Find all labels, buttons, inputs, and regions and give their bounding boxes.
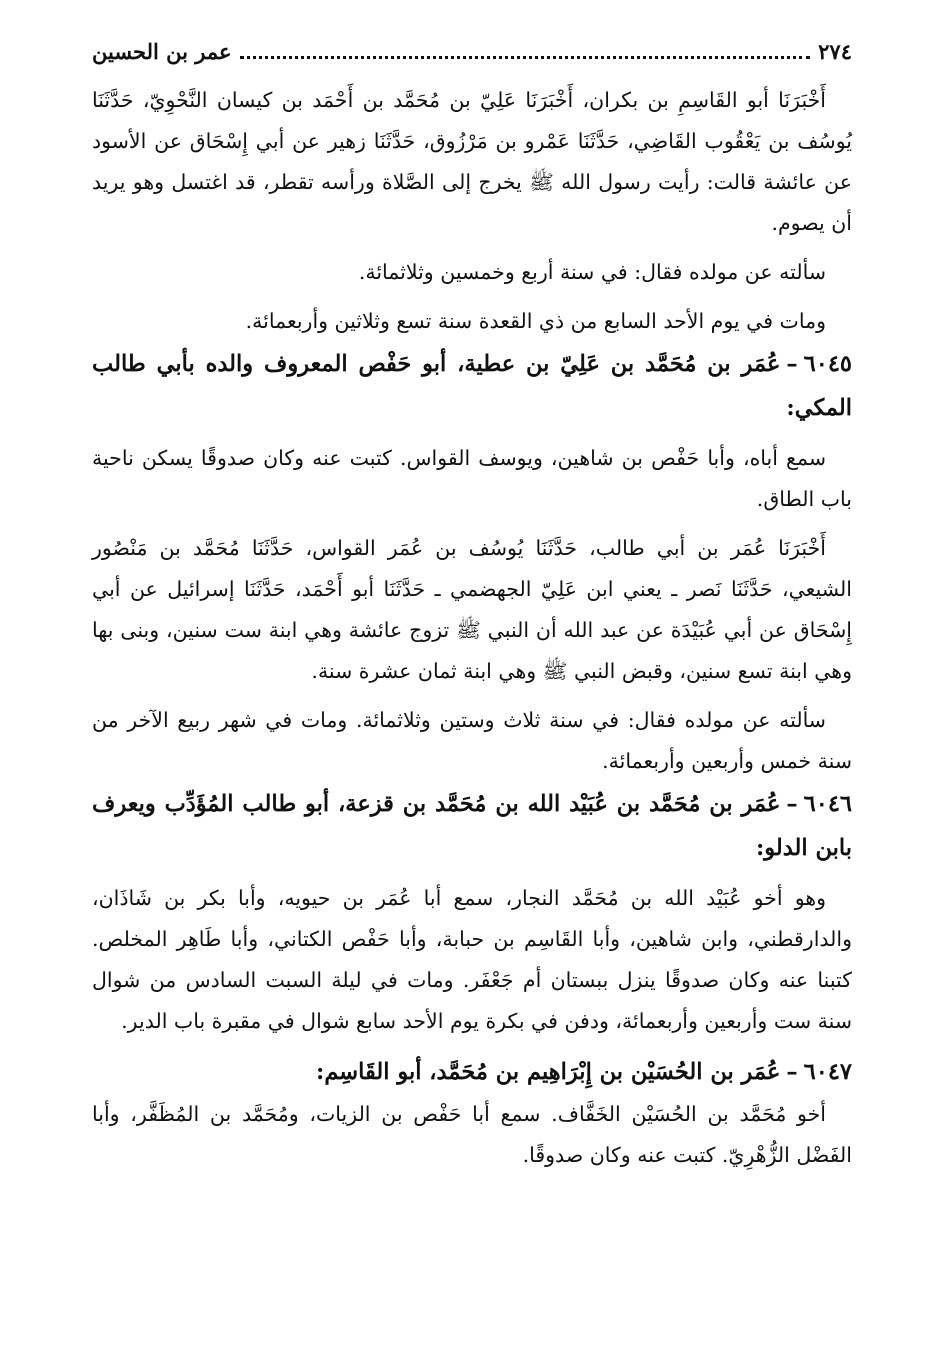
book-page xyxy=(92,38,852,1176)
spacer xyxy=(92,293,852,301)
entry-title: عُمَر بن الحُسَيْن بن إِبْرَاهِيم بن مُحَمَّد، أبو القَاسِم: xyxy=(316,1059,781,1085)
spacer xyxy=(92,1042,852,1050)
paragraph-bio-6045: سمع أباه، وأبا حَفْص بن شاهين، ويوسف القواس. كتبت عنه وكان صدوقًا يسكن ناحية باب الطاق. xyxy=(92,446,852,511)
entry-dash: – xyxy=(786,791,798,817)
entry-number: ٦٠٤٧ xyxy=(803,1059,852,1085)
entry-title: عُمَر بن مُحَمَّد بن عَلِيّ بن عطية، أبو حَفْص المعروف والده بأبي طالب المكي: xyxy=(92,351,852,421)
spacer xyxy=(92,430,852,438)
entry-heading-6046 xyxy=(92,782,852,870)
paragraph-birth-1: سألته عن مولده فقال: في سنة أربع وخمسين وثلاثمائة. xyxy=(358,260,826,284)
spacer xyxy=(92,244,852,252)
entry-number: ٦٠٤٥ xyxy=(803,351,852,377)
page-header xyxy=(92,38,852,66)
paragraph-birth-death-2: سألته عن مولده فقال: في سنة ثلاث وستين وثلاثمائة. ومات في شهر ربيع الآخر من سنة خمس وأربعين وأربعمائة. xyxy=(92,708,852,773)
paragraph-death-1: ومات في يوم الأحد السابع من ذي القعدة سنة تسع وثلاثين وأربعمائة. xyxy=(245,309,826,333)
entry-heading-6045 xyxy=(92,342,852,430)
paragraph-bio-6046: وهو أخو عُبَيْد الله بن مُحَمَّد النجار، سمع أبا عُمَر بن حيويه، وأبا بكر بن شَاذَان، والدارقطني، وابن شاهين، وأبا القَاسِم بن حبابة، وأبا حَفْص الكتاني، وأبا طَاهِر المخلص. كتبنا عنه وكان صدوقًا ينزل ببستان أم جَعْفَر. ومات في ليلة السبت السادس من شوال سنة ست وأربعين وأربعمائة، ودفن في بكرة يوم الأحد سابع شوال في مقبرة باب الدير. xyxy=(92,886,852,1033)
entry-title: عُمَر بن مُحَمَّد بن عُبَيْد الله بن مُحَمَّد بن قزعة، أبو طالب المُؤَدِّب ويعرف بابن الدلو: xyxy=(92,791,852,861)
paragraph-bio-6047: أخو مُحَمَّد بن الحُسَيْن الخَفَّاف. سمع أبا حَفْص بن الزيات، ومُحَمَّد بن المُظَفَّر، وأبا الفَضْل الزُّهْرِيّ. كتبت عنه وكان صدوقًا. xyxy=(92,1102,852,1167)
spacer xyxy=(92,870,852,878)
spacer xyxy=(92,692,852,700)
page-number: ٢٧٤ xyxy=(818,39,852,64)
entry-dash: – xyxy=(786,1059,798,1085)
entry-heading-6047 xyxy=(92,1050,852,1094)
spacer xyxy=(92,520,852,528)
paragraph-hadith-2: أَخْبَرَنَا عُمَر بن أبي طالب، حَدَّثَنَا يُوسُف بن عُمَر القواس، حَدَّثَنَا مُحَمَّد بن مَنْصُور الشيعي، حَدَّثَنَا نَصر ـ يعني ابن عَلِيّ الجهضمي ـ حَدَّثَنَا أبو أَحْمَد، حَدَّثَنَا إسرائيل عن أبي إِسْحَاق عن أبي عُبَيْدَة عن عبد الله أن النبي ﷺ تزوج عائشة وهي ابنة ست سنين، وبنى بها وهي ابنة تسع سنين، وقبض النبي ﷺ وهي ابنة ثمان عشرة سنة. xyxy=(92,536,852,683)
header-leader-dots xyxy=(240,56,811,59)
running-head: عمر بن الحسين xyxy=(92,39,232,64)
entry-dash: – xyxy=(786,351,798,377)
entry-number: ٦٠٤٦ xyxy=(803,791,852,817)
paragraph-hadith-1: أَخْبَرَنَا أبو القَاسِمِ بن بكران، أَخْبَرَنَا عَلِيّ بن مُحَمَّد بن أَحْمَد بن كيسان النَّحْوِيّ، حَدَّثَنَا يُوسُف بن يَعْقُوب القَاضِي، حَدَّثَنَا عَمْرو بن مَرْزُوق، حَدَّثَنَا زهير عن أبي إِسْحَاق عن الأسود عن عائشة قالت: رأيت رسول الله ﷺ يخرج إلى الصَّلاة ورأسه تقطر، قد اغتسل وهو يريد أن يصوم. xyxy=(92,88,852,235)
